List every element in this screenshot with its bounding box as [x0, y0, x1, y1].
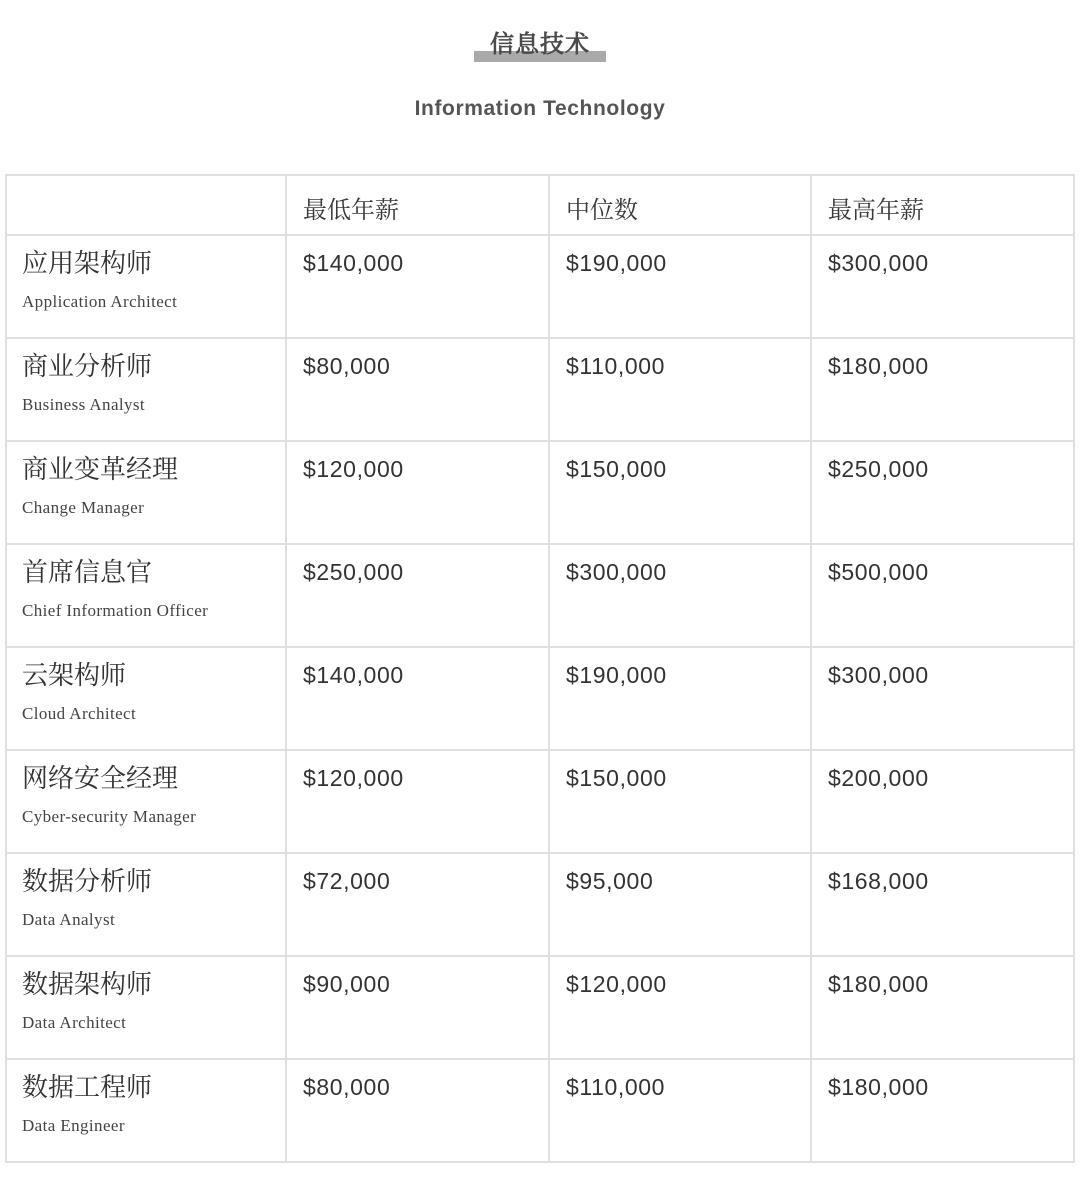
median-salary: $150,000	[566, 456, 667, 482]
min-salary-cell	[286, 338, 549, 441]
min-salary: $80,000	[303, 1074, 391, 1100]
median-salary: $110,000	[566, 353, 666, 379]
max-salary-cell	[811, 235, 1074, 338]
max-salary: $500,000	[828, 559, 929, 585]
max-salary-cell	[811, 956, 1074, 1059]
header-min-salary: 最低年薪	[286, 175, 549, 235]
max-salary: $180,000	[828, 971, 929, 997]
role-title-cn: 商业分析师	[22, 352, 153, 382]
min-salary: $80,000	[303, 353, 391, 379]
table-header-row	[6, 175, 1074, 235]
title-cn	[474, 28, 606, 60]
median-salary: $300,000	[566, 559, 667, 585]
header-max-salary: 最高年薪	[811, 175, 1074, 235]
max-salary-cell	[811, 544, 1074, 647]
median-salary: $190,000	[566, 250, 667, 276]
max-salary: $300,000	[828, 662, 929, 688]
role-cell	[6, 956, 286, 1059]
min-salary-cell	[286, 647, 549, 750]
salary-table	[5, 174, 1075, 1163]
min-salary: $140,000	[303, 662, 404, 688]
table-row	[6, 235, 1074, 338]
min-salary: $90,000	[303, 971, 391, 997]
role-cell	[6, 338, 286, 441]
role-title-cn: 数据架构师	[22, 970, 153, 1000]
role-title-cn: 数据工程师	[22, 1073, 153, 1103]
median-salary: $120,000	[566, 971, 667, 997]
min-salary: $140,000	[303, 250, 404, 276]
section-title	[0, 28, 1080, 60]
table-row	[6, 750, 1074, 853]
median-salary-cell	[549, 853, 811, 956]
min-salary-cell	[286, 441, 549, 544]
role-title-en: Chief Information Officer	[22, 601, 209, 620]
role-title-en: Business Analyst	[22, 395, 146, 414]
max-salary-cell	[811, 853, 1074, 956]
table-row	[6, 647, 1074, 750]
role-title-en: Data Analyst	[22, 910, 116, 929]
role-title-en: Cyber-security Manager	[22, 807, 197, 826]
header-median-salary: 中位数	[549, 175, 811, 235]
role-title-cn: 应用架构师	[22, 249, 153, 279]
min-salary-cell	[286, 853, 549, 956]
role-title-en: Cloud Architect	[22, 704, 137, 723]
max-salary-cell	[811, 441, 1074, 544]
title-en: Information Technology	[414, 97, 666, 120]
max-salary: $180,000	[828, 353, 929, 379]
role-title-cn: 数据分析师	[22, 867, 153, 897]
min-salary: $72,000	[303, 868, 391, 894]
max-salary: $300,000	[828, 250, 929, 276]
max-salary: $168,000	[828, 868, 929, 894]
median-salary-cell	[549, 235, 811, 338]
role-cell	[6, 441, 286, 544]
median-salary-cell	[549, 956, 811, 1059]
median-salary: $150,000	[566, 765, 667, 791]
role-title-cn: 商业变革经理	[22, 455, 179, 485]
min-salary: $250,000	[303, 559, 404, 585]
table-row	[6, 1059, 1074, 1162]
title-cn-text: 信息技术	[490, 30, 590, 58]
role-title-cn: 首席信息官	[22, 558, 153, 588]
min-salary-cell	[286, 1059, 549, 1162]
max-salary: $200,000	[828, 765, 929, 791]
min-salary: $120,000	[303, 765, 404, 791]
role-cell	[6, 750, 286, 853]
role-cell	[6, 544, 286, 647]
role-cell	[6, 853, 286, 956]
max-salary-cell	[811, 647, 1074, 750]
role-cell	[6, 1059, 286, 1162]
min-salary-cell	[286, 956, 549, 1059]
role-cell	[6, 647, 286, 750]
median-salary-cell	[549, 544, 811, 647]
max-salary-cell	[811, 750, 1074, 853]
max-salary-cell	[811, 1059, 1074, 1162]
role-title-en: Data Engineer	[22, 1116, 125, 1135]
table-row	[6, 441, 1074, 544]
min-salary: $120,000	[303, 456, 404, 482]
role-title-cn: 云架构师	[22, 661, 127, 691]
max-salary-cell	[811, 338, 1074, 441]
min-salary-cell	[286, 235, 549, 338]
min-salary-cell	[286, 544, 549, 647]
role-cell	[6, 235, 286, 338]
header-role	[6, 175, 286, 235]
median-salary: $190,000	[566, 662, 667, 688]
median-salary: $95,000	[566, 868, 654, 894]
table-row	[6, 544, 1074, 647]
role-title-en: Application Architect	[22, 292, 178, 311]
median-salary-cell	[549, 1059, 811, 1162]
median-salary-cell	[549, 750, 811, 853]
table-row	[6, 853, 1074, 956]
table-row	[6, 956, 1074, 1059]
role-title-cn: 网络安全经理	[22, 764, 179, 794]
median-salary-cell	[549, 338, 811, 441]
max-salary: $180,000	[828, 1074, 929, 1100]
median-salary-cell	[549, 441, 811, 544]
min-salary-cell	[286, 750, 549, 853]
max-salary: $250,000	[828, 456, 929, 482]
role-title-en: Data Architect	[22, 1013, 127, 1032]
role-title-en: Change Manager	[22, 498, 145, 517]
median-salary-cell	[549, 647, 811, 750]
table-row	[6, 338, 1074, 441]
median-salary: $110,000	[566, 1074, 666, 1100]
